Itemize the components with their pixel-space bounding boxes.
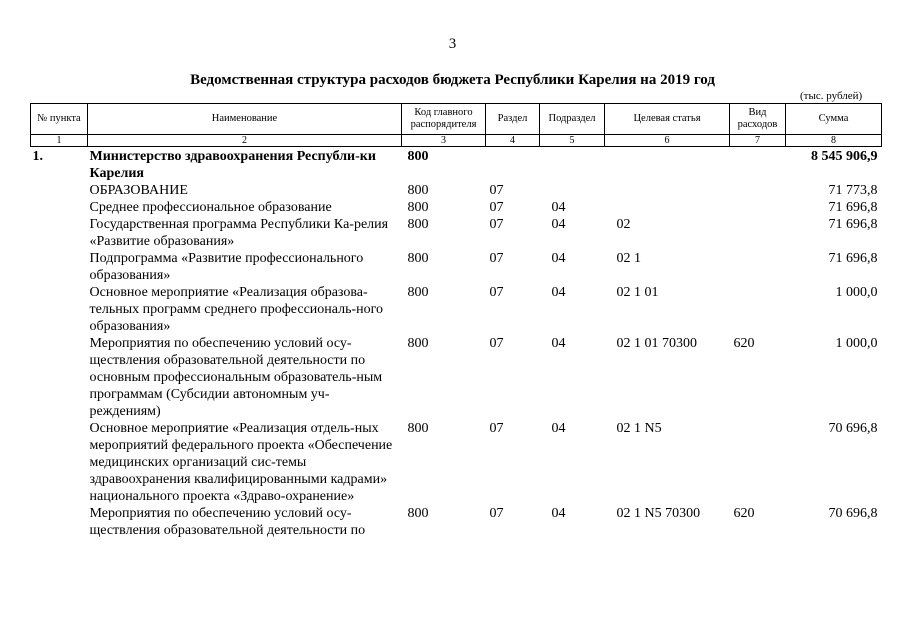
column-number: 2: [88, 135, 402, 147]
row-sum: 70 696,8: [828, 506, 878, 521]
row-name: Государственная программа Республики Ка-релия «Развитие образования»: [89, 217, 389, 249]
table-row: [31, 284, 882, 335]
row-sum: 71 696,8: [828, 251, 878, 266]
row-section: 07: [489, 421, 504, 436]
table-row: [31, 216, 882, 250]
column-number: 4: [486, 135, 540, 147]
row-subsection: 04: [551, 506, 566, 521]
header-cell: Наименование: [88, 104, 402, 135]
row-section: 07: [489, 285, 504, 300]
row-article: [605, 199, 730, 216]
row-section: 07: [489, 336, 504, 351]
row-number: [31, 216, 88, 250]
row-sum: 70 696,8: [828, 421, 878, 436]
table-row: [31, 147, 882, 183]
row-number: [31, 199, 88, 216]
table-row: [31, 199, 882, 216]
row-number: [31, 335, 88, 420]
row-code: 800: [407, 217, 429, 232]
row-number: [31, 284, 88, 335]
row-expense-type: [730, 420, 786, 505]
row-subsection: 04: [551, 336, 566, 351]
row-sum: 8 545 906,9: [811, 149, 878, 164]
row-code: 800: [407, 200, 429, 215]
row-code: 800: [407, 421, 429, 436]
page-number: 3: [448, 36, 457, 52]
table-header: [31, 104, 882, 147]
header-cell: № пункта: [31, 104, 88, 135]
row-name: Мероприятия по обеспечению условий осу-ществления образовательной деятельности по: [89, 506, 366, 538]
row-article: 02 1 N5: [616, 421, 662, 436]
row-section: [486, 147, 540, 183]
column-number: 6: [605, 135, 730, 147]
row-article: 02 1: [616, 251, 641, 266]
table-body: [31, 147, 882, 540]
row-expense-type: [730, 250, 786, 284]
row-code: 800: [407, 149, 429, 164]
row-name: Основное мероприятие «Реализация отдель-ных мероприятий федерального проекта «Обеспечение медицинских организаций сис-темы здравоохранения квалифицированными кадрами» национального проекта «Здраво-охранение»: [89, 421, 393, 504]
document-title: Ведомственная структура расходов бюджета Республики Карелия на 2019 год: [190, 72, 715, 88]
row-sum: 71 696,8: [828, 200, 878, 215]
header-cell: Сумма: [786, 104, 882, 135]
row-expense-type: [730, 284, 786, 335]
row-article: 02: [616, 217, 631, 232]
row-name: Среднее профессиональное образование: [89, 200, 332, 215]
row-section: 07: [489, 217, 504, 232]
header-cell: Целевая статья: [605, 104, 730, 135]
row-name: Подпрограмма «Развитие профессионального образования»: [89, 251, 364, 283]
row-code: 800: [407, 336, 429, 351]
row-expense-type: 620: [733, 506, 755, 521]
table-row: [31, 505, 882, 539]
row-sum: 71 773,8: [828, 183, 878, 198]
row-subsection: 04: [551, 421, 566, 436]
row-name: ОБРАЗОВАНИЕ: [89, 183, 188, 198]
row-article: [605, 147, 730, 183]
row-section: 07: [489, 251, 504, 266]
row-subsection: [540, 147, 605, 183]
budget-table: [30, 103, 882, 539]
row-expense-type: [730, 182, 786, 199]
row-number: [31, 250, 88, 284]
row-code: 800: [407, 285, 429, 300]
row-subsection: [540, 182, 605, 199]
row-expense-type: [730, 147, 786, 183]
row-subsection: 04: [551, 217, 566, 232]
column-number: 7: [730, 135, 786, 147]
row-subsection: 04: [551, 285, 566, 300]
row-section: 07: [489, 183, 504, 198]
row-section: 07: [489, 200, 504, 215]
row-name: Основное мероприятие «Реализация образова-тельных программ среднего профессиональ-ного образования»: [89, 285, 384, 334]
row-expense-type: 620: [733, 336, 755, 351]
row-expense-type: [730, 199, 786, 216]
row-code: 800: [407, 251, 429, 266]
table-row: [31, 420, 882, 505]
table-row: [31, 335, 882, 420]
row-article: 02 1 N5 70300: [616, 506, 701, 521]
header-cell: Код главного распорядителя: [402, 104, 486, 135]
row-sum: 1 000,0: [835, 285, 878, 300]
row-section: 07: [489, 506, 504, 521]
table-row: [31, 250, 882, 284]
row-name: Мероприятия по обеспечению условий осу-ществления образовательной деятельности по основным профессиональным образователь-ным программам (Субсидии автономным уч-реждениям): [89, 336, 383, 419]
row-sum: 1 000,0: [835, 336, 878, 351]
row-code: 800: [407, 506, 429, 521]
row-number: 1.: [32, 149, 43, 164]
column-number: 3: [402, 135, 486, 147]
header-cell: Подраздел: [540, 104, 605, 135]
row-number: [31, 182, 88, 199]
header-cell: Вид расходов: [730, 104, 786, 135]
column-number: 8: [786, 135, 882, 147]
row-subsection: 04: [551, 200, 566, 215]
row-article: 02 1 01: [616, 285, 659, 300]
row-number: [31, 505, 88, 539]
row-subsection: 04: [551, 251, 566, 266]
row-code: 800: [407, 183, 429, 198]
row-name: Министерство здравоохранения Республи-ки Карелия: [89, 149, 376, 181]
row-number: [31, 420, 88, 505]
column-number: 5: [540, 135, 605, 147]
row-sum: 71 696,8: [828, 217, 878, 232]
row-expense-type: [730, 216, 786, 250]
row-article: [605, 182, 730, 199]
column-number: 1: [31, 135, 88, 147]
table-row: [31, 182, 882, 199]
row-article: 02 1 01 70300: [616, 336, 697, 351]
header-cell: Раздел: [486, 104, 540, 135]
units-note: (тыс. рублей): [800, 90, 863, 102]
